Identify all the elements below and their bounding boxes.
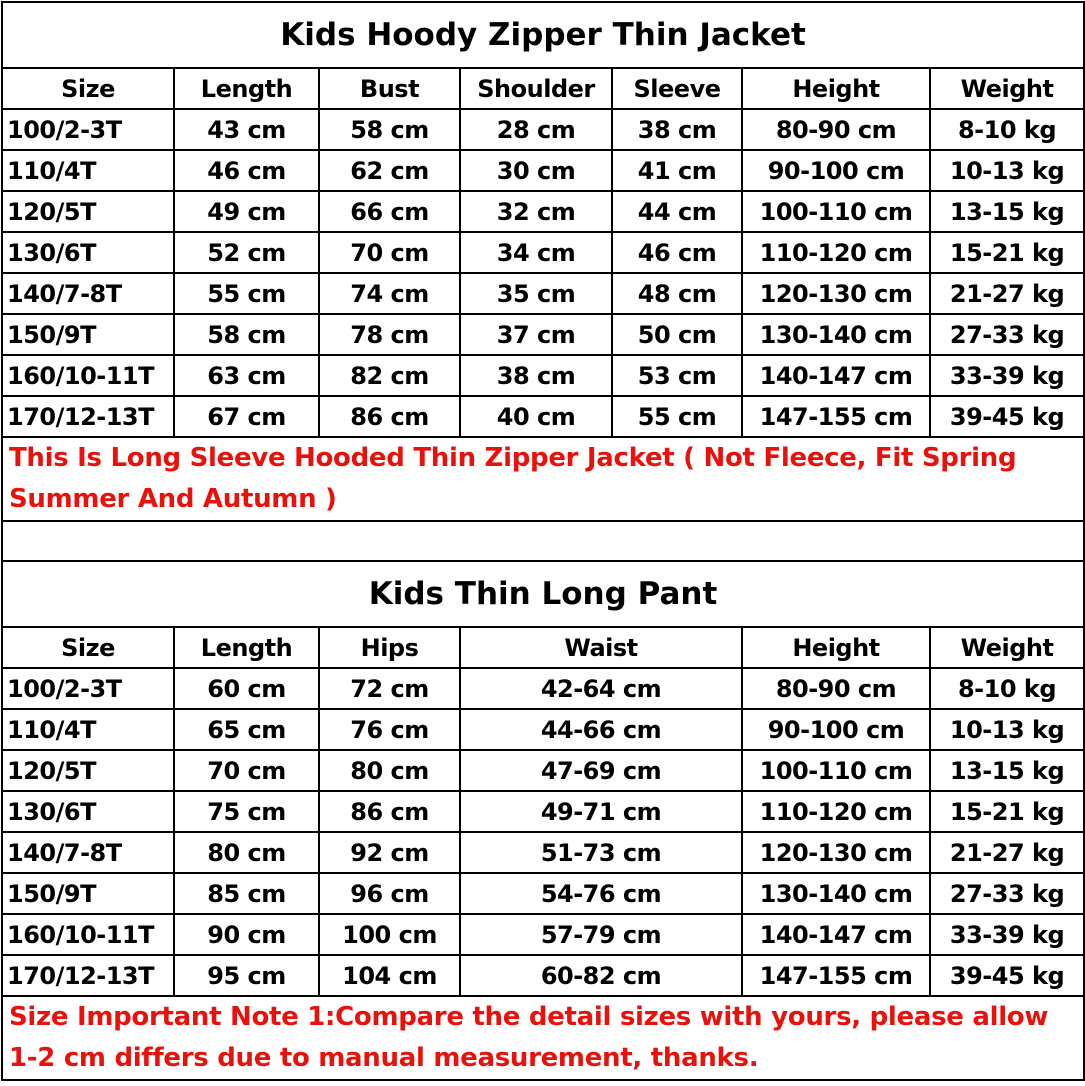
pant-value-cell: 86 cm (319, 791, 460, 832)
pant-value-cell: 80 cm (174, 832, 319, 873)
jacket-header-cell: Height (742, 68, 930, 109)
jacket-header-cell: Bust (319, 68, 460, 109)
jacket-value-cell: 55 cm (174, 273, 319, 314)
pant-size-cell: 150/9T (2, 873, 174, 914)
pant-table-row (2, 709, 1084, 750)
jacket-size-cell: 120/5T (2, 191, 174, 232)
jacket-header-cell: Size (2, 68, 174, 109)
pant-value-cell: 85 cm (174, 873, 319, 914)
pant-value-cell: 100 cm (319, 914, 460, 955)
pant-value-cell: 80-90 cm (742, 668, 930, 709)
jacket-value-cell: 67 cm (174, 396, 319, 437)
jacket-value-cell: 100-110 cm (742, 191, 930, 232)
jacket-size-cell: 100/2-3T (2, 109, 174, 150)
jacket-header-cell: Weight (930, 68, 1084, 109)
pant-title: Kids Thin Long Pant (2, 561, 1084, 627)
pant-table-row (2, 750, 1084, 791)
jacket-value-cell: 74 cm (319, 273, 460, 314)
jacket-value-cell: 50 cm (612, 314, 742, 355)
jacket-value-cell: 15-21 kg (930, 232, 1084, 273)
jacket-value-cell: 130-140 cm (742, 314, 930, 355)
jacket-value-cell: 62 cm (319, 150, 460, 191)
jacket-value-cell: 43 cm (174, 109, 319, 150)
pant-value-cell: 57-79 cm (460, 914, 742, 955)
jacket-value-cell: 58 cm (174, 314, 319, 355)
jacket-header-row (2, 68, 1084, 109)
pant-value-cell: 47-69 cm (460, 750, 742, 791)
pant-size-cell: 120/5T (2, 750, 174, 791)
jacket-value-cell: 38 cm (460, 355, 612, 396)
jacket-value-cell: 46 cm (174, 150, 319, 191)
jacket-value-cell: 140-147 cm (742, 355, 930, 396)
jacket-table-row (2, 355, 1084, 396)
jacket-value-cell: 147-155 cm (742, 396, 930, 437)
jacket-table-row (2, 273, 1084, 314)
pant-value-cell: 96 cm (319, 873, 460, 914)
pant-table-row (2, 668, 1084, 709)
pant-value-cell: 90 cm (174, 914, 319, 955)
pant-size-cell: 130/6T (2, 791, 174, 832)
pant-header-row (2, 627, 1084, 668)
pant-value-cell: 44-66 cm (460, 709, 742, 750)
jacket-value-cell: 27-33 kg (930, 314, 1084, 355)
pant-size-cell: 100/2-3T (2, 668, 174, 709)
pant-size-cell: 160/10-11T (2, 914, 174, 955)
pant-title-row (2, 561, 1084, 627)
pant-value-cell: 33-39 kg (930, 914, 1084, 955)
pant-header-cell: Size (2, 627, 174, 668)
pant-value-cell: 13-15 kg (930, 750, 1084, 791)
jacket-value-cell: 8-10 kg (930, 109, 1084, 150)
pant-value-cell: 76 cm (319, 709, 460, 750)
blank-cell (2, 521, 1084, 561)
pant-value-cell: 95 cm (174, 955, 319, 996)
jacket-value-cell: 40 cm (460, 396, 612, 437)
jacket-value-cell: 21-27 kg (930, 273, 1084, 314)
pant-value-cell: 80 cm (319, 750, 460, 791)
jacket-value-cell: 120-130 cm (742, 273, 930, 314)
jacket-size-cell: 150/9T (2, 314, 174, 355)
pant-value-cell: 100-110 cm (742, 750, 930, 791)
jacket-value-cell: 63 cm (174, 355, 319, 396)
jacket-value-cell: 78 cm (319, 314, 460, 355)
jacket-note-row (2, 437, 1084, 521)
pant-value-cell: 60 cm (174, 668, 319, 709)
jacket-value-cell: 32 cm (460, 191, 612, 232)
pant-value-cell: 39-45 kg (930, 955, 1084, 996)
pant-value-cell: 21-27 kg (930, 832, 1084, 873)
pant-value-cell: 10-13 kg (930, 709, 1084, 750)
pant-header-cell: Weight (930, 627, 1084, 668)
pant-size-cell: 140/7-8T (2, 832, 174, 873)
pant-value-cell: 27-33 kg (930, 873, 1084, 914)
jacket-value-cell: 41 cm (612, 150, 742, 191)
pant-value-cell: 60-82 cm (460, 955, 742, 996)
jacket-table-row (2, 396, 1084, 437)
pant-value-cell: 49-71 cm (460, 791, 742, 832)
jacket-value-cell: 39-45 kg (930, 396, 1084, 437)
pant-table-row (2, 873, 1084, 914)
jacket-header-cell: Length (174, 68, 319, 109)
jacket-header-cell: Shoulder (460, 68, 612, 109)
jacket-value-cell: 34 cm (460, 232, 612, 273)
pant-header-cell: Length (174, 627, 319, 668)
pant-table-row (2, 791, 1084, 832)
jacket-value-cell: 110-120 cm (742, 232, 930, 273)
jacket-value-cell: 70 cm (319, 232, 460, 273)
jacket-table-row (2, 109, 1084, 150)
jacket-value-cell: 13-15 kg (930, 191, 1084, 232)
jacket-value-cell: 10-13 kg (930, 150, 1084, 191)
jacket-size-cell: 170/12-13T (2, 396, 174, 437)
jacket-title-row (2, 2, 1084, 68)
pant-table-row (2, 955, 1084, 996)
pant-note: Size Important Note 1:Compare the detail sizes with yours, please allow 1-2 cm differs due to manual measurement, thanks. (2, 996, 1084, 1080)
pant-size-cell: 170/12-13T (2, 955, 174, 996)
jacket-value-cell: 38 cm (612, 109, 742, 150)
jacket-value-cell: 46 cm (612, 232, 742, 273)
size-chart-sheet (1, 1, 1085, 1081)
jacket-value-cell: 35 cm (460, 273, 612, 314)
jacket-table-row (2, 232, 1084, 273)
jacket-value-cell: 37 cm (460, 314, 612, 355)
jacket-value-cell: 86 cm (319, 396, 460, 437)
pant-value-cell: 110-120 cm (742, 791, 930, 832)
jacket-value-cell: 82 cm (319, 355, 460, 396)
pant-value-cell: 65 cm (174, 709, 319, 750)
jacket-value-cell: 44 cm (612, 191, 742, 232)
pant-value-cell: 8-10 kg (930, 668, 1084, 709)
pant-value-cell: 90-100 cm (742, 709, 930, 750)
pant-value-cell: 54-76 cm (460, 873, 742, 914)
jacket-value-cell: 66 cm (319, 191, 460, 232)
pant-header-cell: Height (742, 627, 930, 668)
pant-value-cell: 42-64 cm (460, 668, 742, 709)
jacket-size-cell: 160/10-11T (2, 355, 174, 396)
pant-table-row (2, 914, 1084, 955)
jacket-value-cell: 52 cm (174, 232, 319, 273)
pant-value-cell: 140-147 cm (742, 914, 930, 955)
jacket-table-row (2, 191, 1084, 232)
pant-value-cell: 104 cm (319, 955, 460, 996)
blank-row (2, 521, 1084, 561)
pant-value-cell: 120-130 cm (742, 832, 930, 873)
jacket-value-cell: 90-100 cm (742, 150, 930, 191)
pant-value-cell: 92 cm (319, 832, 460, 873)
jacket-table-row (2, 150, 1084, 191)
pant-value-cell: 51-73 cm (460, 832, 742, 873)
jacket-value-cell: 53 cm (612, 355, 742, 396)
jacket-size-cell: 130/6T (2, 232, 174, 273)
pant-value-cell: 130-140 cm (742, 873, 930, 914)
jacket-size-cell: 140/7-8T (2, 273, 174, 314)
jacket-value-cell: 80-90 cm (742, 109, 930, 150)
pant-value-cell: 75 cm (174, 791, 319, 832)
jacket-size-cell: 110/4T (2, 150, 174, 191)
jacket-value-cell: 33-39 kg (930, 355, 1084, 396)
pant-value-cell: 70 cm (174, 750, 319, 791)
jacket-value-cell: 28 cm (460, 109, 612, 150)
jacket-value-cell: 30 cm (460, 150, 612, 191)
pant-header-cell: Waist (460, 627, 742, 668)
pant-header-cell: Hips (319, 627, 460, 668)
jacket-table-row (2, 314, 1084, 355)
pant-value-cell: 72 cm (319, 668, 460, 709)
jacket-value-cell: 55 cm (612, 396, 742, 437)
pant-value-cell: 15-21 kg (930, 791, 1084, 832)
jacket-value-cell: 48 cm (612, 273, 742, 314)
pant-table-row (2, 832, 1084, 873)
pant-note-row (2, 996, 1084, 1080)
pant-value-cell: 147-155 cm (742, 955, 930, 996)
jacket-header-cell: Sleeve (612, 68, 742, 109)
jacket-title: Kids Hoody Zipper Thin Jacket (2, 2, 1084, 68)
jacket-value-cell: 58 cm (319, 109, 460, 150)
jacket-note: This Is Long Sleeve Hooded Thin Zipper Jacket ( Not Fleece, Fit Spring Summer And Autumn ) (2, 437, 1084, 521)
jacket-value-cell: 49 cm (174, 191, 319, 232)
pant-size-cell: 110/4T (2, 709, 174, 750)
